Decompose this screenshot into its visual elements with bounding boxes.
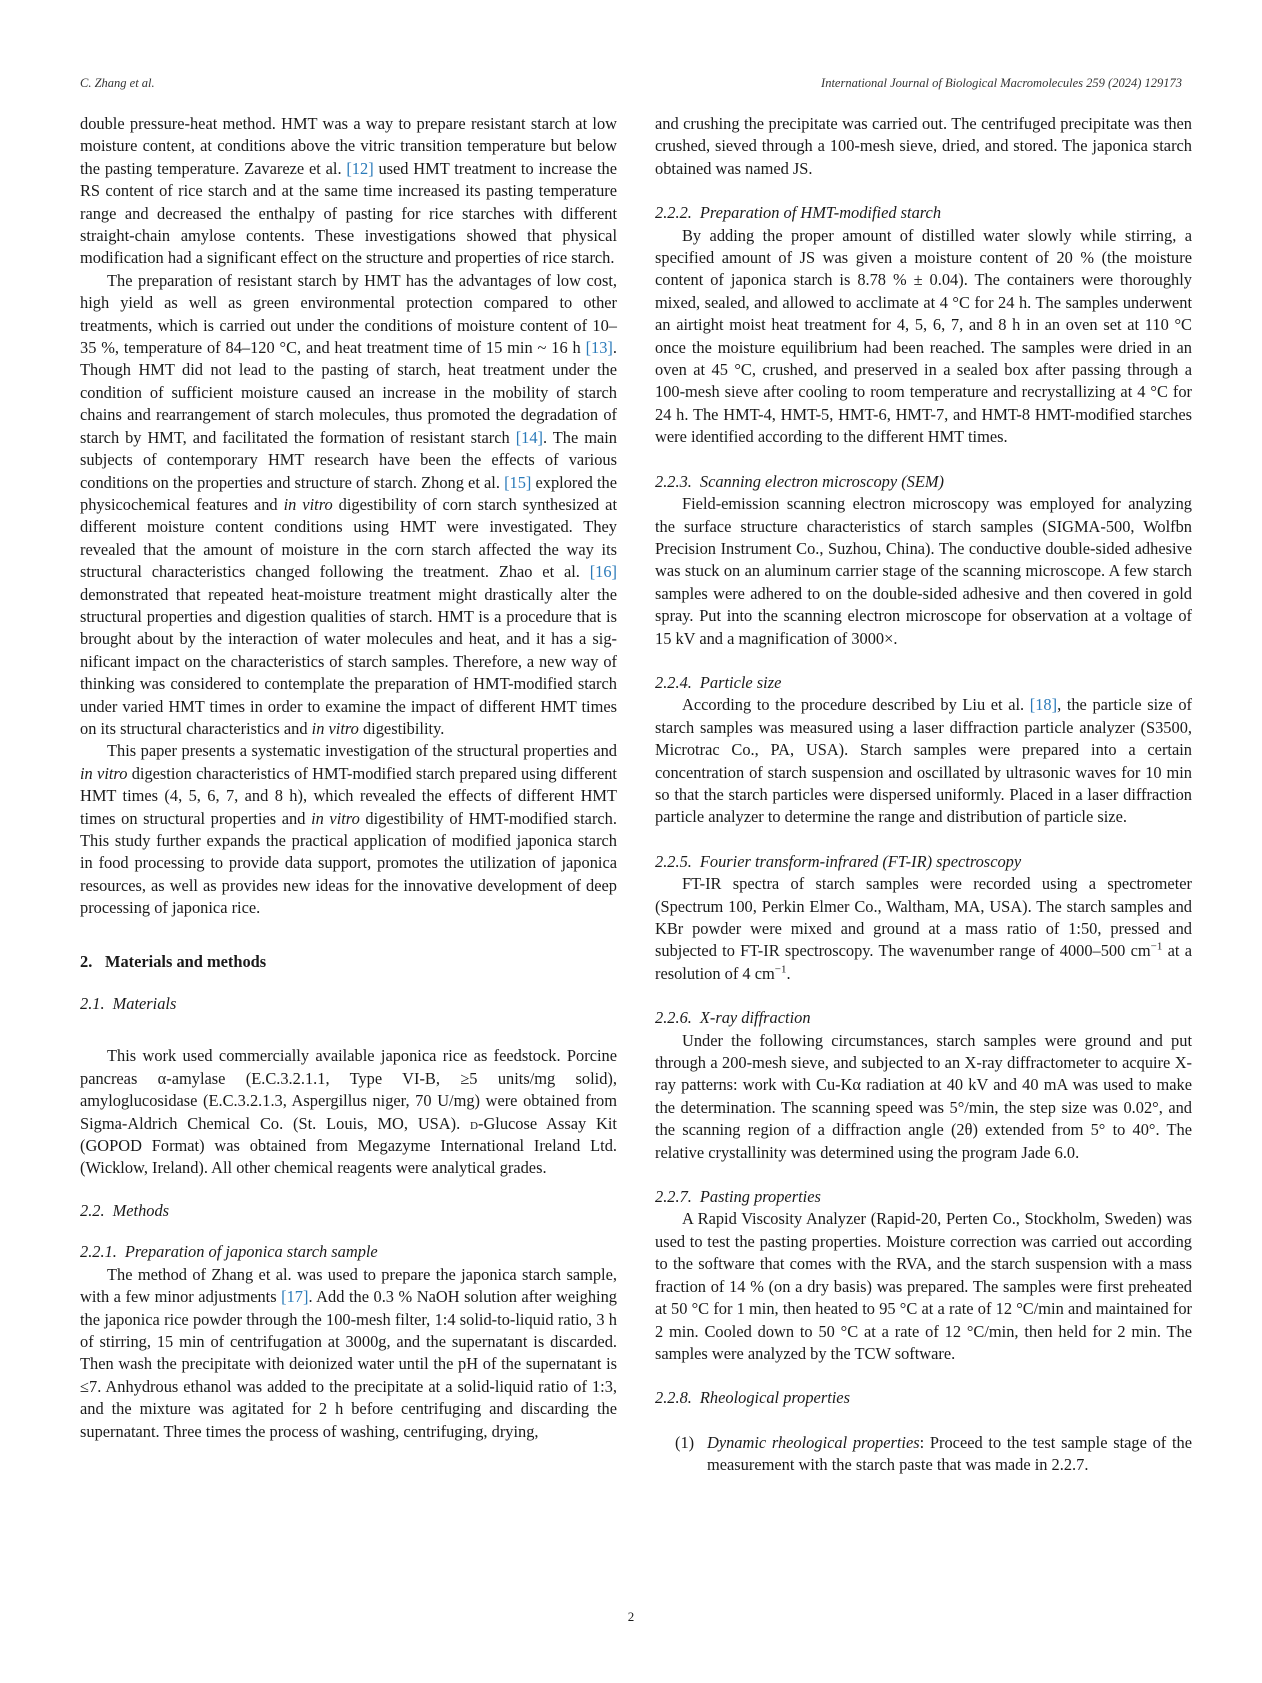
subsection-heading: 2.2.2. Preparation of HMT-modified starch xyxy=(655,203,942,223)
paragraph: double pressure-heat method. HMT was a way to prepare resistant starch at low moisture content, at conditions above the vitric transition temperature but below the pasting temperature. Zavareze et al. [12] used HMT treatment to increase the RS content of rice starch and at the same time increased its pasting temperature range and decreased the enthalpy of pasting for rice starches with different straight-chain amylose contents. These investigations showed that physical modification had a significant effect on the structure and properties of rice starch. xyxy=(80,114,617,268)
running-header xyxy=(80,76,1182,96)
right-column xyxy=(655,113,1192,1477)
subsection-heading: 2.2.5. Fourier transform-infrared (FT-IR) spectroscopy xyxy=(655,851,1022,871)
citation-link[interactable]: [15] xyxy=(504,472,532,492)
left-column xyxy=(80,113,617,1443)
citation-link[interactable]: [14] xyxy=(515,427,543,447)
paragraph: and crushing the precipitate was carried out. The centrifuged precipitate was then crushed, sieved through a 100-mesh sieve, dried, and stored. The japonica starch obtained was named JS. xyxy=(655,114,1192,178)
numbered-list xyxy=(655,1432,1192,1477)
list-item-title: Dynamic rheological properties xyxy=(707,1432,920,1452)
subsection-heading: 2.2.3. Scanning electron microscopy (SEM) xyxy=(655,471,945,491)
citation-link[interactable]: [18] xyxy=(1029,695,1058,715)
page-number: 2 xyxy=(627,1609,635,1624)
citation-link[interactable]: [17] xyxy=(281,1287,309,1307)
paragraph: The method of Zhang et al. was used to prepare the japonica starch sample, with a few minor adjustments [17]. Add the 0.3 % NaOH solution after weighing the japonica rice powder through the 100-mesh filter, 1:4 solid-to-liquid ratio, 3 h of stirring, 15 min of centrifugation at 3000g, and the supernatant is discarded. Then wash the precipitate with deionized water until the pH of the supernatant is ≤7. Anhydrous ethanol was added to the precipitate at a solid-liquid ratio of 1:3, and the mixture was agitated for 2 h before centrifuging and discarding the supernatant. Three times the process of washing, centrifuging, drying, xyxy=(80,1264,617,1441)
citation-link[interactable]: [13] xyxy=(585,338,613,358)
section-heading: 2. Materials and methods xyxy=(80,951,267,971)
subsection-heading: 2.2.8. Rheological properties xyxy=(655,1388,850,1408)
paragraph: A Rapid Viscosity Analyzer (Rapid-20, Perten Co., Stockholm, Sweden) was used to test the pasting properties. Moisture correction was carried out according to the software that comes with the RVA, and the starch suspension with a mass fraction of 14 % (on a dry basis) was prepared. The samples were first preheated at 50 °C for 1 min, then heated to 95 °C at a rate of 12 °C/min and maintained for 2 min. Cooled down to 50 °C at a rate of 12 °C/min, then held for 2 min. The samples were analyzed by the TCW software. xyxy=(655,1209,1192,1363)
paragraph: According to the procedure described by Liu et al. [18], the particle size of starch samples was measured using a laser diffraction particle analyzer (S3500, Microtrac Co., PA, USA). Starch samples were prepared into a certain concentration of starch suspension and oscillated by ultrasonic waves for 10 min so that the starch particles were dispersed uniformly. Placed in a laser diffraction particle analyzer to determine the range and distribution of particle size. xyxy=(655,695,1192,827)
subsection-heading: 2.2.6. X-ray diffraction xyxy=(655,1008,811,1028)
paragraph: This work used commercially available japonica rice as feedstock. Porcine pancreas α-amylase (E.C.3.2.1.1, Type VI-B, ≥5 units/mg solid), amyloglucosidase (E.C.3.2.1.3, Aspergillus niger, 70 U/mg) were obtained from Sigma-Aldrich Chemical Co. (St. Louis, MO, USA). d-Glucose Assay Kit (GOPOD Format) was obtained from Megazyme International Ireland Ltd. (Wicklow, Ireland). All other chemical reagents were analytical grades. xyxy=(80,1046,617,1178)
paragraph: This paper presents a systematic investigation of the structural properties and in vitro digestion characteristics of HMT-modified starch prepared using different HMT times (4, 5, 6, 7, and 8 h), which revealed the effects of different HMT times on structural properties and in vitro digestibility of HMT-modified starch. This study further expands the practical application of modified japonica starch in food processing to provide data support, promotes the utilization of japonica resources, as well as provides new ideas for the innovative development of deep processing of japonica rice. xyxy=(80,741,617,918)
paragraph: Field-emission scanning electron microscopy was employed for analyzing the surface structure characteristics of starch samples (SIGMA-500, Wolfbn Precision Instrument Co., Suzhou, China). The conductive double-sided adhesive was stuck on an aluminum carrier stage of the scanning microscope. A few starch samples were adhered to on the double-sided adhesive and then covered in gold spray. Put into the scanning electron microscope for observation at a voltage of 15 kV and a magnification of 3000×. xyxy=(655,494,1192,648)
paragraph: Under the following circumstances, starch samples were ground and put through a 200-mesh sieve, and subjected to an X-ray diffractometer to acquire X-ray patterns: work with Cu-Kα radiation at 40 kV and 40 mA was used to make the determination. The scanning speed was 5°/min, the step size was 0.02°, and the scanning region of a diffraction angle (2θ) extended from 5° to 40°. The relative crystallinity was determined using the program Jade 6.0. xyxy=(655,1030,1192,1162)
paragraph: By adding the proper amount of distilled water slowly while stirring, a specified amount of JS was given a moisture content of 20 % (the moisture content of japonica starch is 8.78 % ± 0.04). The containers were thoroughly mixed, sealed, and allowed to acclimate at 4 °C for 24 h. The samples underwent an airtight moist heat treatment for 4, 5, 6, 7, and 8 h in an oven set at 110 °C once the moisture equilibrium had been reached. The samples were dried in an oven at 45 °C, crushed, and preserved in a sealed box after passing through a 100-mesh sieve after cooling to room temperature and recrystallizing at 4 °C for 24 h. The HMT-4, HMT-5, HMT-6, HMT-7, and HMT-8 HMT-modified starches were identified according to the different HMT times. xyxy=(655,225,1192,447)
header-authors: C. Zhang et al. xyxy=(80,76,155,90)
subsection-heading: 2.2. Methods xyxy=(80,1200,170,1220)
list-marker: (1) xyxy=(675,1432,695,1452)
citation-link[interactable]: [16] xyxy=(589,562,617,582)
subsection-heading: 2.2.1. Preparation of japonica starch sample xyxy=(80,1242,378,1262)
list-item: (1) Dynamic rheological properties: Proceed to the test sample stage of the measurement with the starch paste that was made in 2.2.7. xyxy=(675,1432,1192,1475)
header-journal: International Journal of Biological Macromolecules 259 (2024) 129173 xyxy=(821,76,1182,90)
subsection-heading: 2.1. Materials xyxy=(80,994,177,1014)
subsection-heading: 2.2.4. Particle size xyxy=(655,672,782,692)
paragraph: FT-IR spectra of starch samples were recorded using a spectrometer (Spectrum 100, Perkin Elmer Co., Waltham, MA, USA). The starch samples and KBr powder were mixed and ground at a mass ratio of 1:50, pressed and subjected to FT-IR spectroscopy. The wavenumber range of 4000–500 $cm^{-1}$ at a resolution of 4 $cm^{-1}$. xyxy=(655,874,1192,983)
paragraph: The preparation of resistant starch by HMT has the advantages of low cost, high yield as well as green environmental protection compared to other treatments, which is carried out under the conditions of moisture content of 10–35 %, temperature of 84–120 °C, and heat treatment time of 15 min ~ 16 h [13]. Though HMT did not lead to the pasting of starch, heat treatment under the condition of sufficient moisture caused an increase in the mobility of starch chains and rearrangement of starch molecules, thus promoted the degradation of starch by HMT, and facilitated the formation of resistant starch [14]. The main subjects of contemporary HMT research have been the effects of various conditions on the properties and structure of starch. Zhong et al. [15] explored the physicochemical features and in vitro digestibility of corn starch synthesized at different moisture content conditions using HMT were investigated. They revealed that the amount of moisture in the corn starch affected the way its structural characteristics changed following the treatment. Zhao et al. [16] demonstrated that repeated heat-moisture treatment might drastically alter the structural properties and digestion qualities of starch. HMT is a procedure that is brought about by the interaction of water molecules and heat, and it has a significant impact on the characteristics of starch samples. Therefore, a new way of thinking was considered to contemplate the preparation of HMT-modified starch under varied HMT times in order to examine the impact of different HMT times on its structural characteristics and in vitro digestibility. xyxy=(80,270,618,738)
subsection-heading: 2.2.7. Pasting properties xyxy=(655,1187,821,1207)
citation-link[interactable]: [12] xyxy=(346,158,374,178)
